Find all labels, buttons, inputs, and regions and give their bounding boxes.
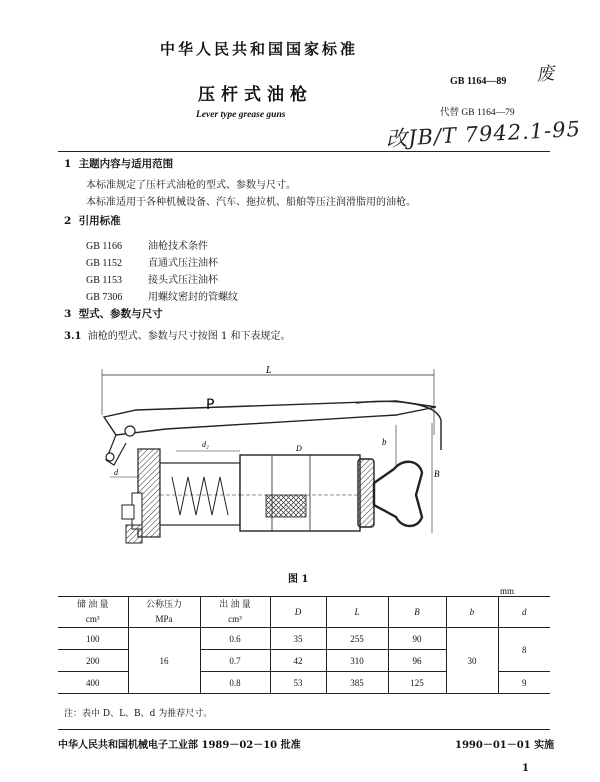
ring-handle [374, 462, 422, 526]
cell-output: 0.7 [200, 650, 270, 672]
reference-list [86, 234, 238, 302]
section-number: 1 [64, 158, 72, 170]
reference-name: 油枪技术条件 [148, 241, 208, 252]
cell-L: 310 [326, 650, 388, 672]
subsection-number: 3.1 [64, 331, 82, 342]
section-1-paragraph-1: 本标准规定了压杆式油枪的型式、参数与尺寸。 [86, 180, 296, 191]
section-1-heading [64, 156, 173, 171]
subsection-text: 油枪的型式、参数与尺寸按图 1 和下表规定。 [87, 331, 291, 342]
cell-b: 30 [446, 628, 498, 694]
reference-item [86, 234, 238, 251]
cell-B: 96 [388, 650, 446, 672]
cell-pressure: 16 [128, 628, 200, 694]
header-D-label: D [294, 606, 302, 617]
header-pressure-unit: MPa [155, 614, 173, 624]
reference-item [86, 268, 238, 285]
end-cap [358, 459, 374, 527]
label-d2: d₂ [202, 440, 209, 449]
subsection-3-1 [64, 327, 291, 342]
table-note: 注：表中 D、L、B、d 为推荐尺寸。 [64, 709, 213, 719]
pump-head [122, 449, 160, 543]
handwritten-change-note: 改JB/T 7942.1-95 [385, 116, 582, 152]
reference-name: 接头式压注油杯 [148, 275, 218, 286]
dimension-B [432, 423, 440, 533]
header-output [200, 597, 270, 628]
cell-L: 255 [326, 628, 388, 650]
header-capacity-label: 储 油 量 [76, 599, 109, 609]
header-pressure [128, 597, 200, 628]
dimension-d [110, 468, 140, 477]
section-number: 3 [64, 308, 72, 320]
document-title: 压杆式油枪 [198, 85, 313, 105]
approval-line: 中华人民共和国机械电子工业部 1989－02－10 批准 [58, 740, 301, 751]
section-title: 引用标准 [78, 215, 121, 227]
header-capacity [58, 597, 128, 628]
header-B-label: B [414, 606, 420, 617]
header-B [388, 597, 446, 628]
cell-L: 385 [326, 672, 388, 694]
cell-output: 0.8 [200, 672, 270, 694]
cell-capacity: 400 [58, 672, 128, 694]
reference-item [86, 285, 238, 302]
label-B: B [434, 469, 440, 479]
reference-code: GB 1166 [86, 241, 123, 252]
cell-d: 8 [498, 628, 550, 672]
section-2-heading [64, 213, 121, 228]
reference-code: GB 1152 [86, 258, 123, 269]
header-D [270, 597, 326, 628]
cell-D: 53 [270, 672, 326, 694]
section-title: 型式、参数与尺寸 [78, 308, 163, 320]
cell-d: 9 [498, 672, 550, 694]
section-number: 2 [64, 215, 72, 227]
cell-B: 125 [388, 672, 446, 694]
cell-D: 35 [270, 628, 326, 650]
table-unit: mm [500, 586, 515, 596]
cell-output: 0.6 [200, 628, 270, 650]
replaces-standard: 代替 GB 1164—79 [440, 108, 515, 118]
header-capacity-unit: cm³ [85, 614, 100, 624]
header-b [446, 597, 498, 628]
cell-B: 90 [388, 628, 446, 650]
grease-gun-drawing [96, 365, 536, 555]
label-d: d [114, 468, 118, 477]
implementation-date: 1990－01－01 实施 [455, 740, 555, 751]
handwritten-mark: 废 [535, 63, 556, 86]
reference-name: 用螺纹密封的管螺纹 [148, 292, 238, 303]
reference-code: GB 7306 [86, 292, 123, 303]
label-D: D [296, 444, 302, 453]
section-title: 主题内容与适用范围 [78, 158, 174, 170]
lever [104, 397, 441, 450]
standard-number: GB 1164—89 [450, 76, 507, 87]
header-d-label: d [522, 606, 527, 617]
cell-capacity: 200 [58, 650, 128, 672]
section-3-heading [64, 306, 163, 321]
barrel [240, 455, 360, 531]
cell-capacity: 100 [58, 628, 128, 650]
figure-caption: 图 1 [288, 574, 309, 585]
label-L: L [266, 365, 272, 376]
reference-code: GB 1153 [86, 275, 123, 286]
specification-table [58, 596, 550, 694]
header-b-label: b [469, 606, 475, 617]
header-L [326, 597, 388, 628]
header-rule [58, 151, 550, 152]
header-pressure-label: 公称压力 [145, 599, 182, 609]
page-number: 1 [522, 763, 529, 774]
dimension-b [382, 425, 396, 465]
header-output-unit: cm³ [228, 614, 242, 624]
footer-rule [58, 729, 550, 730]
header-output-label: 出 油 量 [219, 599, 251, 609]
dimension-d2 [176, 440, 240, 451]
reference-item [86, 251, 238, 268]
table-header-row [58, 597, 550, 628]
section-1-paragraph-2: 本标准适用于各种机械设备、汽车、拖拉机、船舶等压注润滑脂用的油枪。 [86, 197, 416, 208]
document-subtitle: Lever type grease guns [196, 110, 286, 120]
label-b: b [382, 437, 387, 447]
cell-D: 42 [270, 650, 326, 672]
table-row [58, 628, 550, 650]
spring-chamber [160, 463, 240, 525]
reference-name: 直通式压注油杯 [148, 258, 218, 269]
header-d [498, 597, 550, 628]
header-L-label: L [354, 606, 360, 617]
lever-mark: P [206, 397, 215, 413]
issuing-authority: 中华人民共和国国家标准 [160, 40, 359, 58]
dimension-D [295, 444, 302, 453]
